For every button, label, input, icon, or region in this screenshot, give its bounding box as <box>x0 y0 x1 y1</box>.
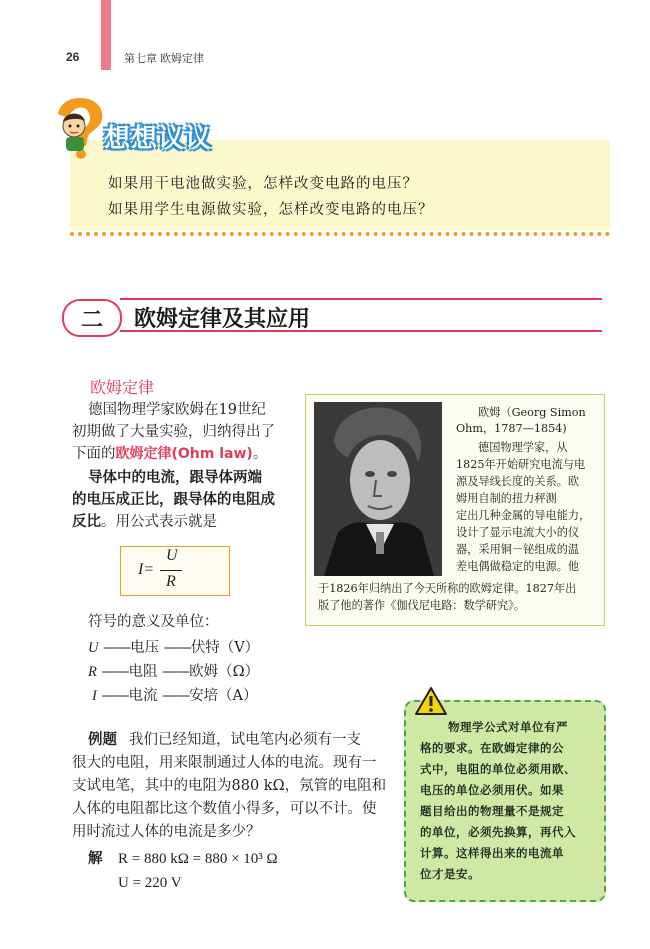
example-line-5: 用时流过人体的电流是多少？ <box>72 824 261 840</box>
thinking-child-icon <box>52 96 108 160</box>
section-title: 欧姆定律及其应用 <box>134 307 311 332</box>
bio-header-1: 欧姆（Georg Simon <box>478 406 586 419</box>
bio-line-8: 差电偶做稳定的电源。他 <box>456 560 580 573</box>
bio-line-4: 姆用自制的扭力秤测 <box>456 492 557 505</box>
bio-line-2: 1825年开始研究电流与电 <box>456 458 586 471</box>
symbols-intro: 符号的意义及单位： <box>88 614 219 630</box>
law-name-end: 。 <box>252 446 268 462</box>
solution-line-2: U = 220 V <box>118 875 182 891</box>
intro-line-2: 初期做了大量实验，归纳得出了 <box>72 424 275 440</box>
symbol-r-unit: 欧姆（Ω） <box>189 664 260 680</box>
symbol-i-unit: 安培（A） <box>189 688 258 704</box>
note-line-2: 格的要求。在欧姆定律的公 <box>420 741 564 755</box>
symbol-i-name: 电流 <box>128 688 158 704</box>
law-line-2: 的电压成正比，跟导体的电阻成 <box>72 492 275 508</box>
example-line-3: 支试电笔，其中的电阻为880 kΩ，氖管的电阻和 <box>72 778 387 794</box>
example-label: 例题 <box>88 732 117 748</box>
formula-numerator: U <box>166 547 178 564</box>
section-number: 二 <box>80 308 103 333</box>
section-rule-top <box>120 298 602 300</box>
example-line-2: 很大的电阻，用来限制通过人体的电流。现有一 <box>72 755 377 771</box>
symbol-r-name: 电阻 <box>128 664 158 680</box>
example-text-1: 我们已经知道，试电笔内必须有一支 <box>129 732 361 748</box>
bio-bottom-2: 版了他的著作《伽伐尼电路：数学研究》。 <box>318 599 525 612</box>
intro-line-3-text: 下面的 <box>72 446 116 462</box>
think-question-2: 如果用学生电源做实验，怎样改变电路的电压？ <box>108 202 434 218</box>
bio-line-3: 源及导线长度的关系。欧 <box>456 475 580 488</box>
warning-icon <box>414 686 448 716</box>
law-line-3-tail: 。用公式表示就是 <box>101 514 217 530</box>
subsection-heading: 欧姆定律 <box>90 378 155 397</box>
symbol-u: U <box>88 640 99 656</box>
symbol-i: I <box>92 688 97 704</box>
bio-line-6: 设计了显示电流大小的仪 <box>456 526 580 539</box>
symbol-row-u: U ——电压 ——伏特（V） <box>88 640 260 656</box>
intro-line-3 <box>72 443 267 465</box>
chapter-title: 第七章 欧姆定律 <box>124 53 205 65</box>
law-line-1: 导体中的电流，跟导体两端 <box>88 470 262 486</box>
symbol-u-unit: 伏特（V） <box>190 640 260 656</box>
note-line-1: 物理学公式对单位有严 <box>448 720 568 734</box>
bio-bottom-1: 于1826年归纳出了今天所称的欧姆定律。1827年出 <box>318 582 577 595</box>
formula-denominator: R <box>166 573 176 590</box>
symbol-row-i: I ——电流 ——安培（A） <box>92 688 258 704</box>
example-line-1 <box>88 729 361 751</box>
note-line-7: 计算。这样得出来的电流单 <box>420 846 564 860</box>
dotted-divider <box>70 232 610 236</box>
note-line-6: 的单位，必须先换算，再代入 <box>420 825 576 839</box>
think-discuss-title: 想想议议 <box>104 124 213 154</box>
note-line-4: 电压的单位必须用伏。如果 <box>420 783 564 797</box>
intro-line-1: 德国物理学家欧姆在19世纪 <box>88 402 266 418</box>
header-accent-bar <box>101 0 111 70</box>
bio-header-2: Ohm，1787—1854) <box>456 422 567 435</box>
solution-line-1: R = 880 kΩ = 880 × 10³ Ω <box>118 851 278 867</box>
symbol-row-r: R ——电阻 ——欧姆（Ω） <box>88 664 260 680</box>
bio-line-1: 德国物理学家，从 <box>478 441 568 454</box>
symbol-r: R <box>88 664 97 680</box>
formula-lhs: I= <box>138 561 155 578</box>
law-line-3 <box>72 511 217 533</box>
note-line-8: 位才是安。 <box>420 867 480 881</box>
bio-line-5: 定出几种金属的导电能力， <box>456 509 591 522</box>
bio-line-7: 器，采用铜－铋组成的温 <box>456 543 580 556</box>
law-name: 欧姆定律(Ohm law) <box>115 446 253 462</box>
note-line-5: 题目给出的物理量不是规定 <box>420 804 564 818</box>
example-line-4: 人体的电阻都比这个数值小得多，可以不计。使 <box>72 801 377 817</box>
think-question-1: 如果用干电池做实验，怎样改变电路的电压？ <box>108 176 418 192</box>
note-line-3: 式中，电阻的单位必须用欧、 <box>420 762 576 776</box>
symbol-u-name: 电压 <box>130 640 160 656</box>
page-number: 26 <box>66 50 80 64</box>
law-line-3-bold: 反比 <box>72 514 101 530</box>
solution-label: 解 <box>88 851 103 867</box>
fraction-bar <box>160 570 182 571</box>
ohm-portrait <box>314 402 442 576</box>
